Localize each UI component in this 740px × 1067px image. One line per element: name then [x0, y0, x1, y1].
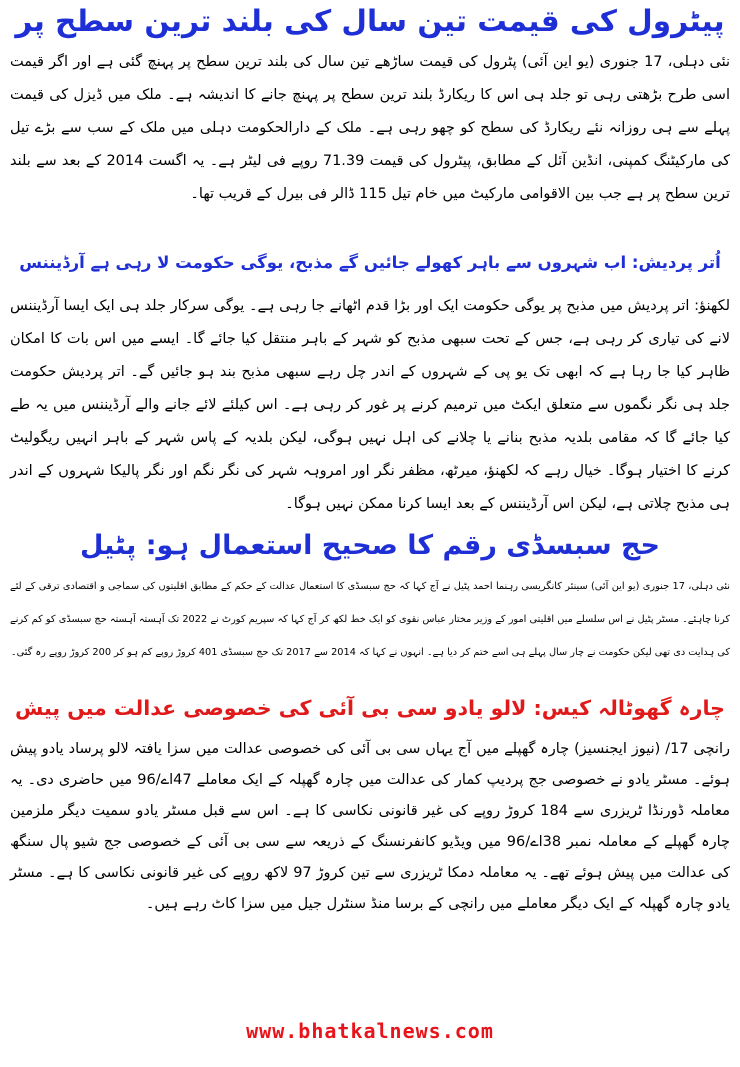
- headline-fodder-scam: چارہ گھوٹالہ کیس: لالو یادو سی بی آئی کی خصوصی عدالت میں پیش: [15, 696, 725, 720]
- headline-hajj-subsidy: حج سبسڈی رقم کا صحیح استعمال ہو: پٹیل: [80, 530, 660, 561]
- footer-website-banner: www.bhatkalnews.com: [246, 1019, 494, 1043]
- article-body-up-slaughterhouse: لکھنؤ: اتر پردیش میں مذبح پر یوگی حکومت ایک اور بڑا قدم اٹھانے جا رہی ہے۔ یوگی سرکار جلد ہی ایک ایسا آرڈیننس لانے کی تیاری کر رہی ہے، جس کے تحت سبھی مذبح کو شہر کے باہر منتقل کیا جائے گا۔ ایسے میں اس بات کا امکان ظاہر کیا جا رہا ہے کہ ابھی تک یو پی کے شہروں کے اندر چل رہے سبھی مذبح بند ہو جائیں گے۔ اتر پردیش حکومت جلد ہی نگر نگموں سے متعلق ایکٹ میں ترمیم کرنے پر غور کر رہی ہے۔ اس کیلئے لائے جانے والے آرڈیننس میں یہ طے کیا جائے گا کہ مقامی بلدیہ مذبح بنانے یا چلانے کی اہل نہیں ہوگی، لیکن بلدیہ کے پاس شہر کے باہر انہیں ریگولیٹ کرنے کا اختیار ہوگا۔ خیال رہے کہ لکھنؤ، میرٹھ، مظفر نگر اور امروہہ شہر کی نگر نگم اور نگر پالیکا شہروں کے اندر ہی مذبح چلاتی ہے، لیکن اس آرڈیننس کے بعد ایسا کرنا ممکن نہیں ہوگا۔: [10, 298, 730, 512]
- article-hajj-subsidy: [10, 527, 730, 669]
- article-fodder-scam: [10, 690, 730, 920]
- article-body-fodder-scam: رانچی 17/ (نیوز ایجنسیز) چارہ گھپلے میں آج یہاں سی بی آئی کی خصوصی عدالت میں سزا یافتہ لالو پرساد یادو پیش ہوئے۔ مسٹر یادو نے خصوصی جج پردیپ کمار کی عدالت میں چارہ گھپلہ کے ایک معاملے 47اے/96 میں حاضری دی۔ یہ معاملہ ڈورنڈا ٹریزری سے 184 کروڑ روپے کی غیر قانونی نکاسی کا ہے۔ اس سے قبل مسٹر یادو سمیت دیگر ملزمین چارہ گھپلے کے معاملہ نمبر 38اے/96 میں ویڈیو کانفرنسنگ کے ذریعہ سے سی بی آئی کے خصوصی جج شیو پال سنگھ کی عدالت میں پیش ہوئے تھے۔ یہ معاملہ دمکا ٹریزری سے تین کروڑ 97 لاکھ روپے کی غیر قانونی نکاسی کا ہے۔ مسٹر یادو چارہ گھپلہ کے ایک دیگر معاملے میں رانچی کے برسا منڈ سنٹرل جیل میں سزا کاٹ رہے ہیں۔: [10, 741, 731, 912]
- article-body-hajj-subsidy: نئی دہلی، 17 جنوری (یو این آئی) سینئر کانگریسی رہنما احمد پٹیل نے آج کہا کہ حج سبسڈی کا استعمال عدالت کے حکم کے مطابق اقلیتوں کی سماجی و اقتصادی ترقی کے لئے کرنا چاہئے۔ مسٹر پٹیل نے اس سلسلے میں اقلیتی امور کے وزیر مختار عباس نقوی کو ایک خط لکھ کر آج کہا کہ سپریم کورٹ نے 2022 تک آہستہ آہستہ حج سبسڈی کو کم کرنے کی ہدایت دی تھی لیکن حکومت نے چار سال پہلے ہی اسے ختم کر دیا ہے۔ انہوں نے کہا کہ 2014 سے 2017 تک حج سبسڈی 401 کروڑ روپے کم ہو کر 200 کروڑ روپے رہ گئی۔: [10, 581, 731, 658]
- article-body-petrol-price: نئی دہلی، 17 جنوری (یو این آئی) پٹرول کی قیمت ساڑھے تین سال کی بلند ترین سطح پر پہنچ گئی ہے اور اگر قیمت اسی طرح بڑھتی رہی تو جلد ہی اس کا ریکارڈ بلند ترین سطح پر پہنچ جانے کا اندیشہ ہے۔ ملک میں ڈیزل کی قیمت پہلے سے ہی روزانہ نئے ریکارڈ کی سطح کو چھو رہی ہے۔ ملک کے دارالحکومت دہلی میں ملک کے سب سے بڑے تیل کی مارکیٹنگ کمپنی، انڈین آئل کے مطابق، پیٹرول کی قیمت 71.39 روپے فی لیٹر ہے۔ یہ اگست 2014 کے بعد سے بلند ترین سطح پر ہے جب بین الاقوامی مارکیٹ میں خام تیل 115 ڈالر فی بیرل کے قریب تھا۔: [10, 54, 731, 202]
- article-petrol-price: [10, 0, 730, 211]
- headline-petrol-price: پیٹرول کی قیمت تین سال کی بلند ترین سطح پر: [15, 4, 725, 38]
- headline-up-slaughterhouse: اُتر پردیش: اب شہروں سے باہر کھولے جائیں گے مذبح، یوگی حکومت لا رہی ہے آرڈیننس: [19, 253, 721, 272]
- article-up-slaughterhouse: [10, 244, 730, 521]
